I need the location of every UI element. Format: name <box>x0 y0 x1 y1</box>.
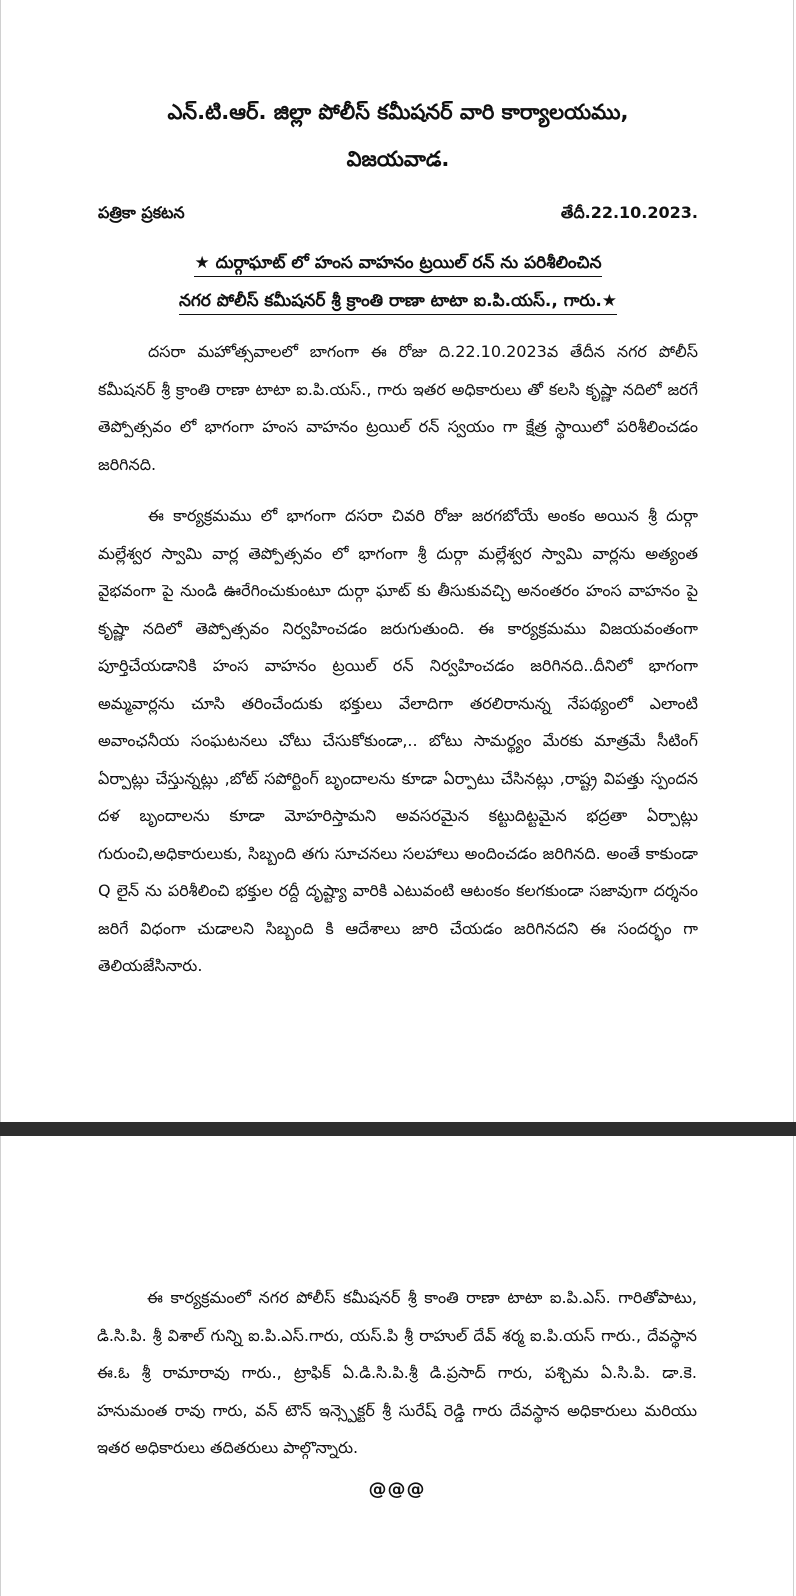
release-date: తేదీ.22.10.2023. <box>560 203 698 222</box>
page-separator <box>0 1122 796 1136</box>
headline-line-2 <box>1 291 795 315</box>
closing-mark: @@@ <box>368 1479 426 1500</box>
office-city: విజయవాడ. <box>346 147 450 171</box>
headline-line-2-text: నగర పోలీస్ కమీషనర్ శ్రీ క్రాంతి రాణా టాటా ఐ.పి.యస్., గారు.★ <box>179 291 617 315</box>
body-paragraph-3: ఈ కార్యక్రమంలో నగర పోలీస్ కమీషనర్ శ్రీ కాంతి రాణా టాటా ఐ.పి.ఎస్. గారితోపాటు, డి.సి.పి. శ్రీ విశాల్ గున్ని ఐ.పి.ఎస్.గారు, యస్.పి శ్రీ రాహుల్ దేవ్ శర్మ ఐ.పి.యస్ గారు., దేవస్థాన ఈ.ఓ శ్రీ రామారావు గారు., ట్రాఫిక్ ఏ.డి.సి.పి.శ్రీ డి.ప్రసాద్ గారు, పశ్చిమ ఏ.సి.పి. డా.కె. హనుమంత రావు గారు, వన్ టౌన్ ఇన్స్పెక్టర్ శ్రీ సురేష్ రెడ్డి గారు దేవస్థాన అధికారులు మరియు ఇతర అధికారులు తదితరులు పాల్గొన్నారు. <box>97 1288 697 1457</box>
headline-line-1-text: ★ దుర్గాఘాట్ లో హంస వాహనం ట్రయిల్ రన్ ను పరిశీలించిన <box>194 253 601 277</box>
headline-line-1 <box>1 253 795 277</box>
meta-row <box>98 203 698 229</box>
body-paragraph-1: దసరా మహోత్సవాలలో బాగంగా ఈ రోజు ది.22.10.2023వ తేదీన నగర పోలీస్ కమీషనర్ శ్రీ క్రాంతి రాణా టాటా ఐ.పి.యస్., గారు ఇతర అధికారులు తో కలసి కృష్ణా నదిలో జరగే తెప్పోత్సవం లో భాగంగా హంస వాహనం ట్రయిల్ రన్ స్వయం గా క్షేత్ర స్థాయిలో పరిశీలించడం జరిగినది. <box>98 342 698 474</box>
body-paragraph-2: ఈ కార్యక్రమము లో భాగంగా దసరా చివరి రోజు జరగబోయే అంకం అయిన శ్రీ దుర్గా మల్లేశ్వర స్వామి వార్ల తెప్పోత్సవం లో భాగంగా శ్రీ దుర్గా మల్లేశ్వర స్వామి వార్లను అత్యంత వైభవంగా పై నుండి ఊరేగించుకుంటూ దుర్గా ఘాట్ కు తీసుకువచ్చి అనంతరం హంస వాహనం పై కృష్ణా నదిలో తెప్పోత్సవం నిర్వహించడం జరుగుతుంది. ఈ కార్యక్రమము విజయవంతంగా పూర్తిచేయడానికి హంస వాహనం ట్రయిల్ రన్ నిర్వహించడం జరిగినది..దీనిలో భాగంగా అమ్మవార్లను చూసి తరించేందుకు భక్తులు వేలాదిగా తరలిరానున్న నేపథ్యంలో ఎలాంటి అవాంఛనీయ సంఘటనలు చోటు చేసుకోకుండా,.. బోటు సామర్థ్యం మేరకు మాత్రమే సీటింగ్ ఏర్పాట్లు చేస్తున్నట్లు ,బోట్ సపోర్టింగ్ బృందాలను కూడా ఏర్పాటు చేసినట్లు ,రాష్ట్ర విపత్తు స్పందన దళ బృందాలను కూడా మోహరిస్తామని అవసరమైన కట్టుదిట్టమైన భద్రతా ఏర్పాట్లు గురుంచి,అధికారులుకు, సిబ్బంది తగు సూచనలు సలహాలు అందించడం జరిగినది. అంతే కాకుండా Q లైన్ ను పరిశీలించి భక్తుల రద్దీ దృష్ట్యా వారికి ఎటువంటి ఆటంకం కలగకుండా సజావుగా దర్శనం జరిగే విధంగా చుడాలని సిబ్బంది కి ఆదేశాలు జారి చేయడం జరిగినదని ఈ సందర్భం గా తెలియజేసినారు. <box>98 506 698 975</box>
office-title: ఎన్.టి.ఆర్. జిల్లా పోలీస్ కమీషనర్ వారి కార్యాలయము, <box>167 100 629 124</box>
press-release-label: పత్రికా ప్రకటన <box>98 203 185 222</box>
